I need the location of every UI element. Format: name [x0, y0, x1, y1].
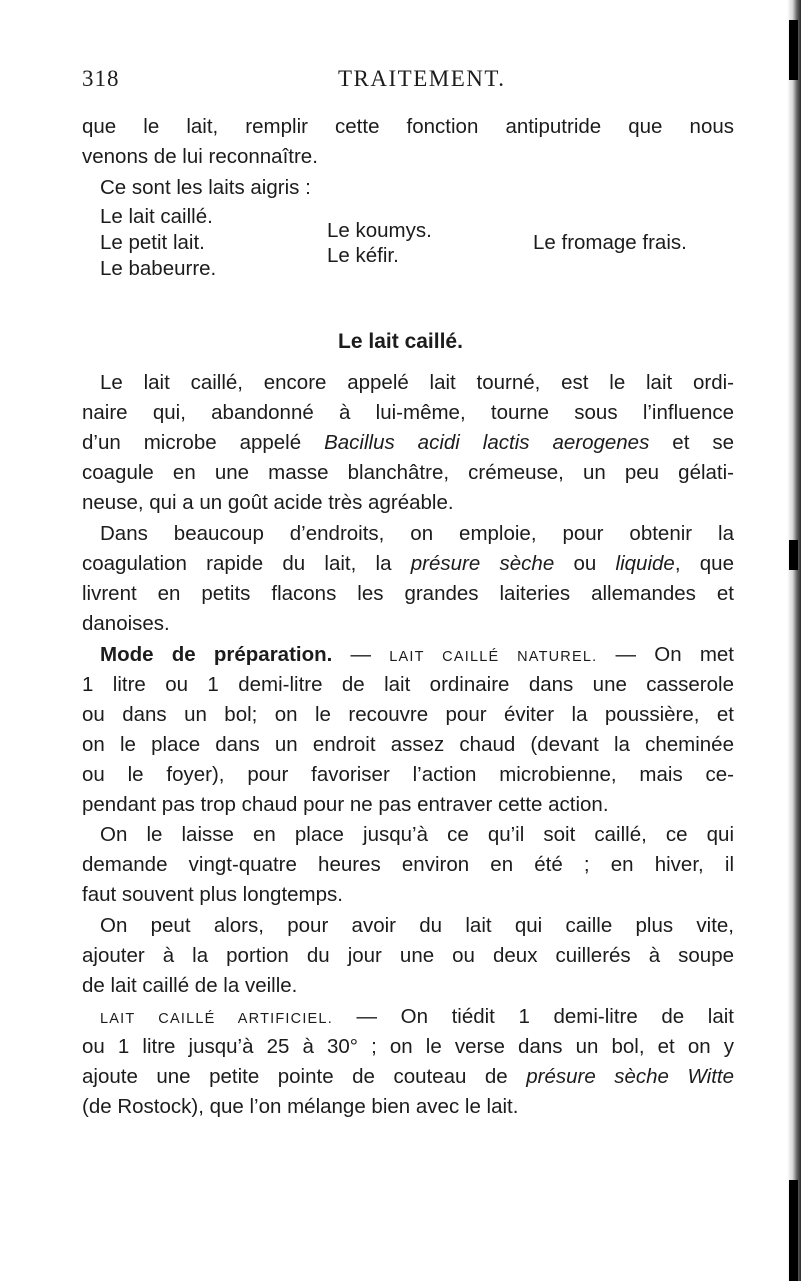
text-line: de lait caillé de la veille. [82, 974, 298, 997]
scan-edge-mark [789, 1180, 798, 1281]
text-line [82, 428, 734, 458]
emphasis: présure sèche [410, 552, 555, 575]
text-run: d’un microbe appelé [82, 431, 325, 454]
text-run: — [332, 643, 390, 666]
text-line: Dans beaucoup d’endroits, on emploie, pour obtenir la [100, 522, 734, 545]
list-item-kefir: Le kéfir. [327, 244, 399, 267]
text-line: naire qui, abandonné à lui-même, tourne sous l’influence [82, 401, 734, 424]
text-line [82, 1062, 734, 1092]
text-line: faut souvent plus longtemps. [82, 883, 343, 906]
text-line: demande vingt-quatre heures environ en été ; en hiver, il [82, 853, 734, 876]
emphasis: liquide [615, 552, 675, 575]
text-line: on le place dans un endroit assez chaud (devant la cheminée [82, 733, 734, 756]
list-item-babeurre: Le babeurre. [100, 257, 217, 280]
text-run: — On tiédit 1 demi-litre de lait [332, 1005, 734, 1028]
subheading: Mode de préparation. [100, 643, 333, 666]
text-line: danoises. [82, 612, 170, 635]
text-line: On peut alors, pour avoir du lait qui caille plus vite, [100, 914, 734, 937]
scan-edge-mark [789, 20, 798, 80]
page-number: 318 [82, 66, 120, 91]
text-line [82, 549, 734, 579]
text-line: venons de lui reconnaître. [82, 145, 318, 168]
species-name: Bacillus acidi lactis aerogenes [324, 431, 650, 454]
text-line: pendant pas trop chaud pour ne pas entraver cette action. [82, 793, 609, 816]
text-run: coagulation rapide du lait, la [82, 552, 411, 575]
list-item-petit-lait: Le petit lait. [100, 231, 205, 254]
text-line [100, 1002, 734, 1032]
scan-page-edge [787, 0, 801, 1281]
text-line: 1 litre ou 1 demi-litre de lait ordinaire dans une casserole [82, 673, 734, 696]
text-run: — On met [597, 643, 734, 666]
small-caps-heading: LAIT CAILLÉ NATUREL. [389, 649, 598, 665]
list-intro: Ce sont les laits aigris : [100, 176, 311, 199]
text-line: ou le foyer), pour favoriser l’action microbienne, mais ce- [82, 763, 734, 786]
list-item-koumys: Le koumys. [327, 219, 432, 242]
text-line: ajouter à la portion du jour une ou deux cuillerés à soupe [82, 944, 734, 967]
scan-edge-mark [789, 540, 798, 570]
text-line: que le lait, remplir cette fonction antiputride que nous [82, 115, 734, 138]
running-header [0, 66, 801, 96]
emphasis: présure sèche Witte [526, 1065, 734, 1088]
text-run: et se [649, 431, 734, 454]
running-title: TRAITEMENT. [338, 66, 506, 91]
section-title: Le lait caillé. [338, 330, 463, 353]
text-line: livrent en petits flacons les grandes laiteries allemandes et [82, 582, 734, 605]
text-run: , que [674, 552, 734, 575]
text-line: On le laisse en place jusqu’à ce qu’il soit caillé, ce qui [100, 823, 734, 846]
text-line: ou dans un bol; on le recouvre pour éviter la poussière, et [82, 703, 734, 726]
text-run: ajoute une petite pointe de couteau de [82, 1065, 527, 1088]
text-line: (de Rostock), que l’on mélange bien avec le lait. [82, 1095, 519, 1118]
text-line: neuse, qui a un goût acide très agréable. [82, 491, 454, 514]
list-item-fromage-frais: Le fromage frais. [533, 231, 687, 254]
small-caps-heading: LAIT CAILLÉ ARTIFICIEL. [100, 1011, 333, 1027]
text-line: coagule en une masse blanchâtre, crémeuse, un peu gélati- [82, 461, 734, 484]
list-item-lait-caille: Le lait caillé. [100, 205, 213, 228]
text-line: Le lait caillé, encore appelé lait tourné, est le lait ordi- [100, 371, 734, 394]
text-run: ou [554, 552, 616, 575]
text-line [100, 640, 734, 670]
text-line: ou 1 litre jusqu’à 25 à 30° ; on le verse dans un bol, et on y [82, 1035, 734, 1058]
